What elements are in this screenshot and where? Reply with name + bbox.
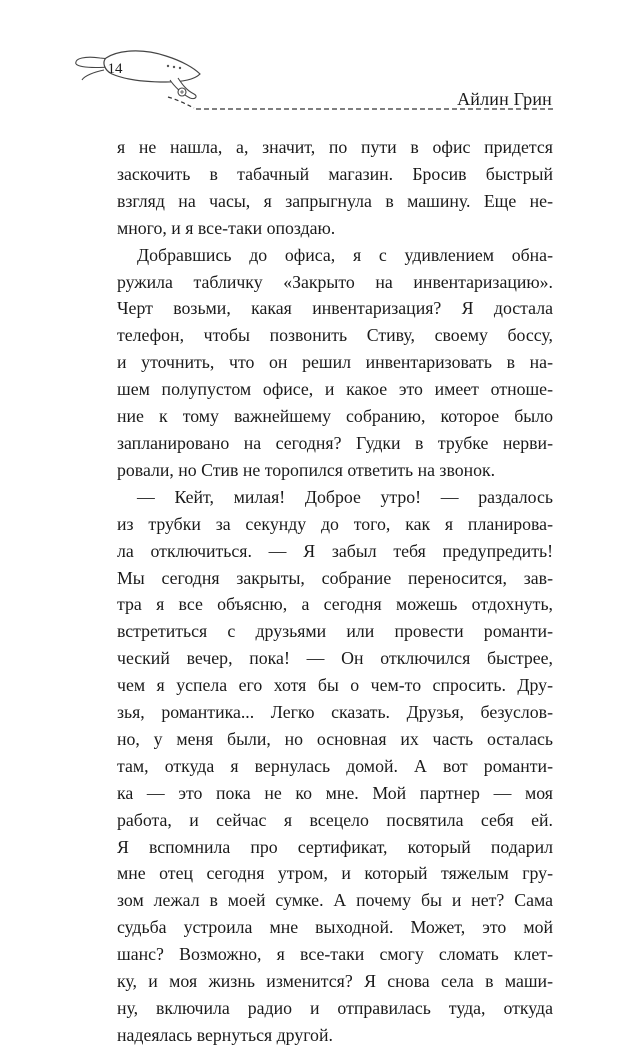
text-line: Добравшись до офиса, я с удивлением обна- bbox=[137, 244, 553, 265]
text-line: — Кейт, милая! Доброе утро! — раздалось bbox=[137, 486, 553, 507]
page-header bbox=[0, 0, 618, 130]
text-line: заскочить в табачный магазин. Бросив быстрый bbox=[117, 163, 553, 184]
text-line: я не нашла, а, значит, по пути в офис придется bbox=[117, 137, 553, 157]
paragraph bbox=[117, 134, 553, 242]
text-line: судьба устроила мне выходной. Может, это мой bbox=[117, 917, 553, 938]
text-line: там, откуда я вернулась домой. А вот романти- bbox=[117, 755, 553, 776]
text-line: и уточнить, что он решил инвентаризовать в на- bbox=[117, 352, 553, 373]
text-line: шем полупустом офисе, и какое это имеет отноше- bbox=[117, 379, 553, 400]
text-line: чем я успела его хотя бы о чем-то спросить. Дру- bbox=[117, 675, 553, 696]
text-line: шанс? Возможно, я все-таки смогу сломать клет- bbox=[117, 944, 553, 965]
text-line: ну, включила радио и отправилась туда, откуда bbox=[117, 998, 553, 1018]
text-line: из трубки за секунду до того, как я планирова- bbox=[117, 513, 553, 534]
text-line: ние к тому важнейшему собранию, которое было bbox=[117, 406, 553, 427]
text-line: Черт возьми, какая инвентаризация? Я достала bbox=[117, 298, 553, 319]
text-line: но, у меня были, но основная их часть осталась bbox=[117, 728, 553, 749]
text-line: много, и я все-таки опоздаю. bbox=[117, 217, 336, 238]
text-line: работа, и сейчас я всецело посвятила себя ей. bbox=[117, 809, 553, 830]
paragraph bbox=[117, 242, 553, 484]
text-line: ровали, но Стив не торопился ответить на звонок. bbox=[117, 459, 496, 480]
text-line: ческий вечер, пока! — Он отключился быстрее, bbox=[117, 648, 553, 669]
text-line: телефон, чтобы позвонить Стиву, своему боссу, bbox=[117, 325, 553, 346]
text-line: зом лежал в моей сумке. А почему бы и нет? Сама bbox=[117, 890, 553, 911]
airplane-icon bbox=[70, 42, 210, 122]
text-line: ла отключиться. — Я забыл тебя предупредить! bbox=[117, 540, 553, 561]
paragraph bbox=[117, 484, 553, 1049]
text-line: тра я все объясню, а сегодня можешь отдохнуть, bbox=[117, 594, 553, 615]
text-line: ружила табличку «Закрыто на инвентаризацию». bbox=[117, 271, 553, 292]
body-text bbox=[117, 134, 553, 1049]
text-line: Я вспомнила про сертификат, который подарил bbox=[117, 836, 553, 857]
text-line: Мы сегодня закрыты, собрание переносится, зав- bbox=[117, 567, 553, 588]
text-line: запланировано на сегодня? Гудки в трубке нерви- bbox=[117, 432, 553, 453]
text-line: мне отец сегодня утром, и который тяжелым гру- bbox=[117, 863, 553, 884]
text-line: встретиться с друзьями или провести романти- bbox=[117, 621, 553, 642]
text-line: ку, и моя жизнь изменится? Я снова села в маши- bbox=[117, 971, 553, 992]
running-head-author: Айлин Грин bbox=[457, 89, 552, 109]
text-line: ка — это пока не ко мне. Мой партнер — моя bbox=[117, 782, 553, 803]
page-number: 14 bbox=[107, 61, 123, 77]
text-line: надеялась вернуться другой. bbox=[117, 1024, 333, 1045]
text-line: взгляд на часы, я запрыгнула в машину. Еще не- bbox=[117, 190, 553, 211]
text-line: зья, романтика... Легко сказать. Друзья, безуслов- bbox=[117, 702, 553, 723]
